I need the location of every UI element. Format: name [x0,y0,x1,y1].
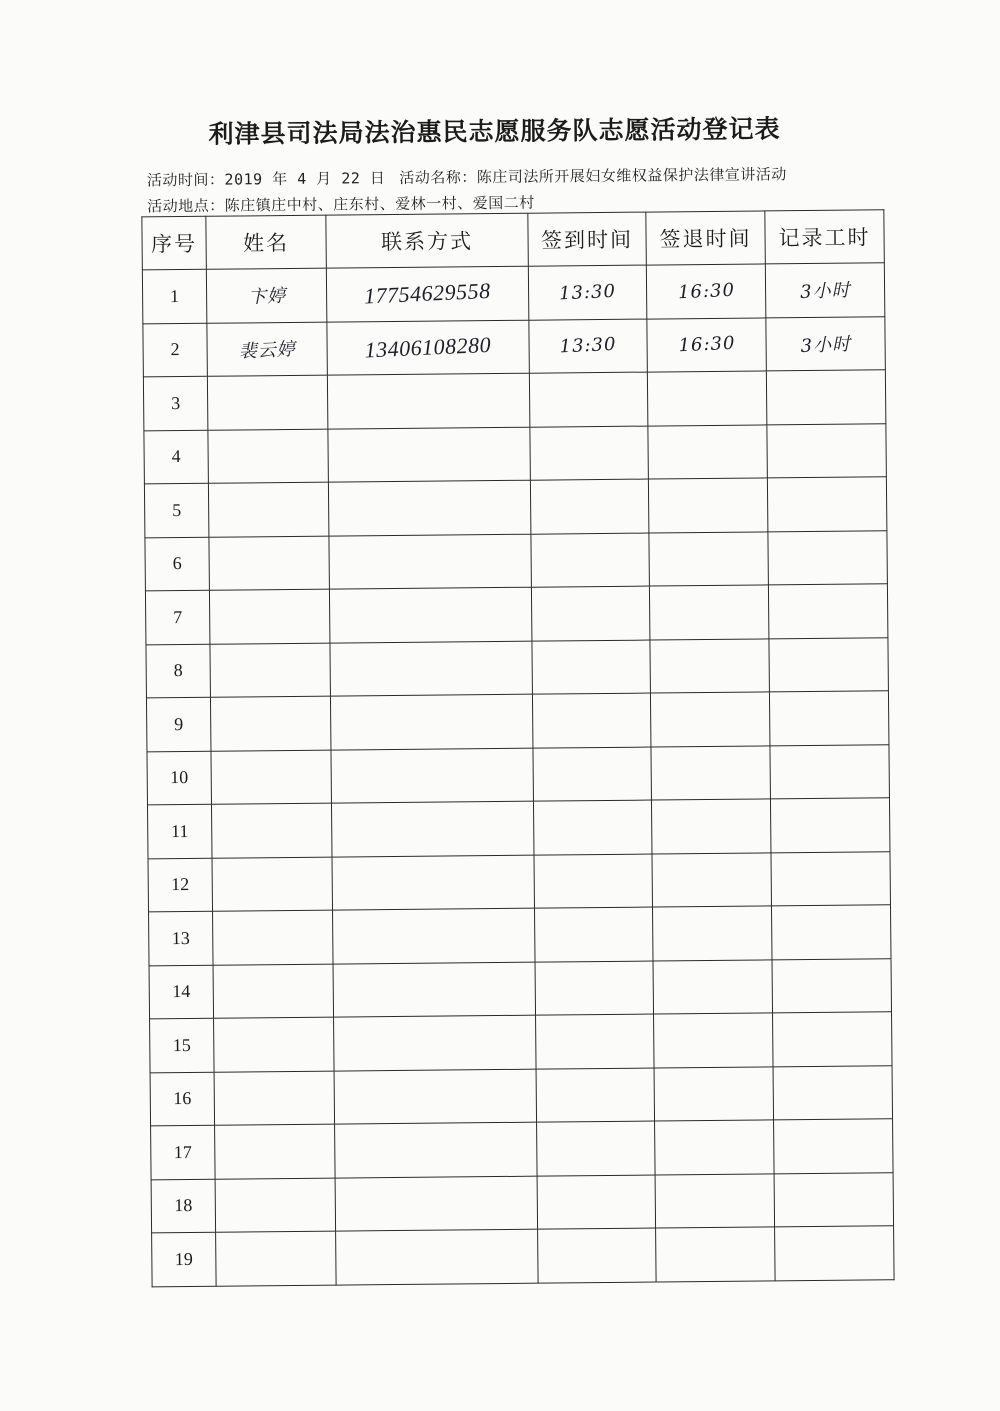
row-seq [146,697,211,751]
table-row [150,1065,892,1126]
activity-time-line [147,163,787,190]
row-phone [333,962,536,1017]
row-sign-out [649,531,769,586]
row-seq-text: 17 [173,1141,192,1162]
row-seq-text: 1 [170,285,180,306]
activity-name-value: 陈庄司法所开展妇女维权益保护法律宣讲活动 [476,165,787,187]
row-seq [149,965,214,1019]
row-sign-out [650,692,770,747]
row-sign-in [535,961,654,1016]
row-seq-text: 12 [171,874,190,895]
row-name [210,696,331,751]
row-hours [772,958,892,1013]
registration-table [141,209,894,1287]
row-sign-in [533,747,652,802]
row-seq [144,483,209,537]
row-phone [332,855,535,910]
row-sign-out [652,852,772,907]
row-hours [774,1172,894,1227]
row-name [209,589,330,644]
row-seq-text: 4 [171,446,181,467]
row-phone-text: 17754629558 [363,278,492,309]
row-sign-in [531,533,650,588]
table-row [142,263,884,324]
row-seq [144,430,209,484]
row-seq [152,1232,217,1286]
row-hours [767,423,887,478]
row-sign-out [655,1120,775,1175]
row-name [206,268,327,323]
row-sign-out [647,371,767,426]
row-name [213,910,334,965]
row-phone [331,748,534,803]
row-name [207,375,328,430]
row-seq-text: 9 [174,713,184,734]
row-phone [330,641,533,696]
row-name [211,803,332,858]
row-hours [766,370,886,425]
header-seq: 序号 [142,216,207,270]
row-name [214,1071,335,1126]
row-sign-in [533,800,652,855]
row-name [208,482,329,537]
row-seq [147,804,212,858]
row-name [208,429,329,484]
row-name [215,1124,336,1179]
row-seq [151,1179,216,1233]
row-phone [335,1176,538,1231]
row-sign-out [653,959,773,1014]
row-phone [330,694,533,749]
row-seq-text: 19 [174,1248,193,1269]
row-phone [329,534,532,589]
table-row [149,905,891,966]
table-row [144,423,886,484]
row-phone [328,427,531,482]
row-sign-out [655,1173,775,1228]
row-sign-out [652,906,772,961]
row-sign-out-text: 16:30 [677,279,735,304]
row-seq-text: 14 [172,981,191,1002]
row-hours [768,530,888,585]
row-hours [774,1119,894,1174]
row-seq-text: 5 [172,499,182,520]
row-sign-out [651,745,771,800]
table-row [148,851,890,912]
table-row [150,1012,892,1073]
row-sign-in [530,479,649,534]
row-phone [335,1122,538,1177]
row-seq-text: 18 [174,1195,193,1216]
row-seq-text: 7 [173,606,183,627]
row-sign-out [647,317,767,372]
table-row [149,958,891,1019]
row-name [216,1231,337,1286]
row-seq-text: 10 [170,767,189,788]
row-phone [328,480,531,535]
row-seq [143,376,208,430]
row-sign-in [531,586,650,641]
row-seq [149,911,214,965]
table-row [147,798,889,859]
row-sign-in [537,1121,656,1176]
row-seq [147,751,212,805]
row-seq [150,1018,215,1072]
row-seq [142,269,207,323]
row-sign-in [528,265,647,320]
row-sign-in [536,1014,655,1069]
row-sign-in [537,1175,656,1230]
row-hours [769,691,889,746]
row-sign-out [646,264,766,319]
header-sign-in: 签到时间 [528,212,647,266]
row-sign-in [538,1228,657,1283]
table-row [145,530,887,591]
activity-place-value: 陈庄镇庄中村、庄东村、爱林一村、爱国二村 [224,193,535,215]
activity-time-value: 2019 年 4 月 22 日 [224,169,386,189]
row-seq [143,323,208,377]
row-phone [334,1069,537,1124]
row-hours [775,1226,895,1281]
row-phone [329,587,532,642]
row-phone [327,320,530,375]
page-title: 利津县司法局法治惠民志愿服务队志愿活动登记表 [208,114,781,149]
table-row [143,316,885,377]
row-sign-in-text: 13:30 [559,334,617,358]
header-sign-out: 签退时间 [646,211,766,265]
row-sign-in [530,426,649,481]
row-seq-text: 13 [171,927,190,948]
row-hours [773,1065,893,1120]
row-sign-in [532,693,651,748]
row-seq-text: 11 [170,820,189,841]
row-hours [769,637,889,692]
table-row [143,370,885,431]
row-sign-out [656,1227,776,1282]
row-hours [771,905,891,960]
row-phone [326,266,529,321]
row-name [212,857,333,912]
row-seq-text: 6 [172,553,182,574]
row-seq [145,590,210,644]
activity-time-label: 活动时间： [146,170,225,190]
row-sign-out [654,1066,774,1121]
table-row [145,584,887,645]
row-sign-in [536,1068,655,1123]
header-contact: 联系方式 [326,213,528,268]
activity-place-label: 活动地点： [147,196,225,216]
row-sign-out [648,478,768,533]
row-name [214,1017,335,1072]
row-hours [768,584,888,639]
row-seq-text: 8 [173,660,183,681]
row-sign-out-text: 16:30 [677,332,736,357]
row-phone [334,1015,537,1070]
header-hours: 记录工时 [765,210,885,264]
table-row [151,1172,893,1233]
table-row [151,1119,893,1180]
row-seq [148,858,213,912]
row-seq-text: 16 [173,1088,192,1109]
row-sign-out [649,585,769,640]
row-phone [331,801,534,856]
row-sign-in [529,372,648,427]
row-phone [327,373,530,428]
row-sign-out [654,1013,774,1068]
table-row [146,637,888,698]
row-hours [765,263,885,318]
row-sign-in [534,907,653,962]
row-name [209,536,330,591]
row-phone [336,1229,539,1284]
row-hours-text: 3小时 [799,333,852,357]
row-hours [770,744,890,799]
row-seq-text: 3 [171,392,181,413]
row-name-text: 卞婷 [247,285,287,309]
row-hours-text: 3小时 [799,279,851,304]
row-hours [771,851,891,906]
row-sign-in-text: 13:30 [558,280,617,305]
row-seq [146,644,211,698]
row-seq-text: 2 [170,339,180,360]
table-row [147,744,889,805]
row-seq [145,537,210,591]
row-phone-text: 13406108280 [364,331,492,363]
activity-name-label: 活动名称： [399,168,477,187]
row-sign-out [650,638,770,693]
table-row [146,691,888,752]
row-seq [150,1072,215,1126]
row-seq-text: 15 [172,1034,191,1055]
row-name [215,1178,336,1233]
row-name [213,964,334,1019]
row-hours [773,1012,893,1067]
header-name: 姓名 [206,215,327,269]
row-name-text: 裴云婷 [238,338,297,363]
row-hours [766,316,886,371]
table-header-row [142,210,884,270]
row-sign-in [529,319,648,374]
row-hours [770,798,890,853]
row-sign-out [648,424,768,479]
row-name [210,643,331,698]
table-row [144,477,886,538]
row-hours [767,477,887,532]
row-sign-in [534,854,653,909]
row-name [211,750,332,805]
row-seq [151,1125,216,1179]
row-sign-in [532,640,651,695]
row-name [207,322,328,377]
row-sign-out [651,799,771,854]
row-phone [333,908,536,963]
table-row [152,1226,894,1287]
